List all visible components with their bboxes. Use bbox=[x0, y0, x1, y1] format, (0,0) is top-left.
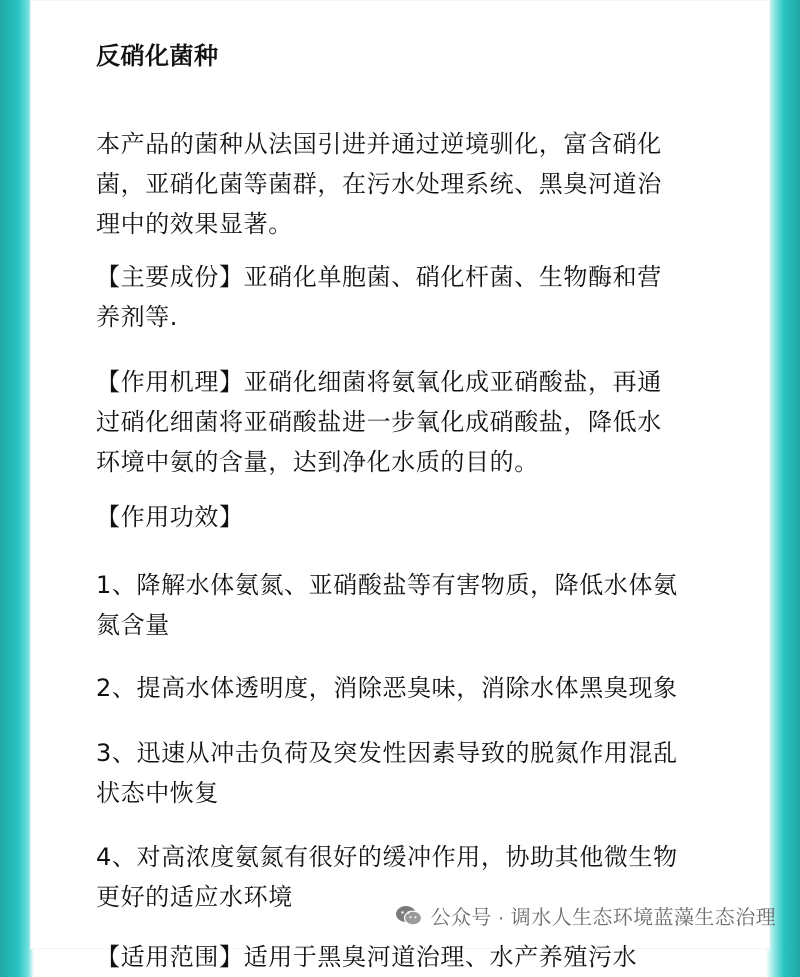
effects-heading: 【作用功效】 bbox=[96, 503, 244, 531]
cutoff-text-line bbox=[96, 937, 746, 971]
ingredients-paragraph: 【主要成份】亚硝化单胞菌、硝化杆菌、生物酶和营 养剂等. bbox=[96, 263, 662, 331]
effect-item-2: 2、提高水体透明度，消除恶臭味，消除水体黑臭现象 bbox=[96, 674, 678, 702]
mechanism-paragraph: 【作用机理】亚硝化细菌将氨氧化成亚硝酸盐，再通 过硝化细菌将亚硝酸盐进一步氧化成硝酸盐，降低水 环境中氨的含量，达到净化水质的目的。 bbox=[96, 368, 662, 476]
wechat-icon bbox=[395, 905, 423, 927]
effect-item-4: 4、对高浓度氨氮有很好的缓冲作用，协助其他微生物 更好的适应水环境 bbox=[96, 843, 678, 911]
article-title: 反硝化菌种 bbox=[96, 42, 219, 70]
watermark-text: 公众号 · 调水人生态环境蓝藻生态治理 bbox=[430, 907, 776, 929]
effect-item-1: 1、降解水体氨氮、亚硝酸盐等有害物质，降低水体氨 氮含量 bbox=[96, 571, 678, 639]
effect-item-3: 3、迅速从冲击负荷及突发性因素导致的脱氮作用混乱 状态中恢复 bbox=[96, 739, 678, 807]
intro-paragraph: 本产品的菌种从法国引进并通过逆境驯化，富含硝化 菌，亚硝化菌等菌群，在污水处理系统、黑臭河道治 理中的效果显著。 bbox=[96, 130, 662, 238]
watermark bbox=[395, 901, 776, 930]
cutoff-text: 【适用范围】适用于黑臭河道治理、水产养殖污水 bbox=[96, 943, 638, 971]
